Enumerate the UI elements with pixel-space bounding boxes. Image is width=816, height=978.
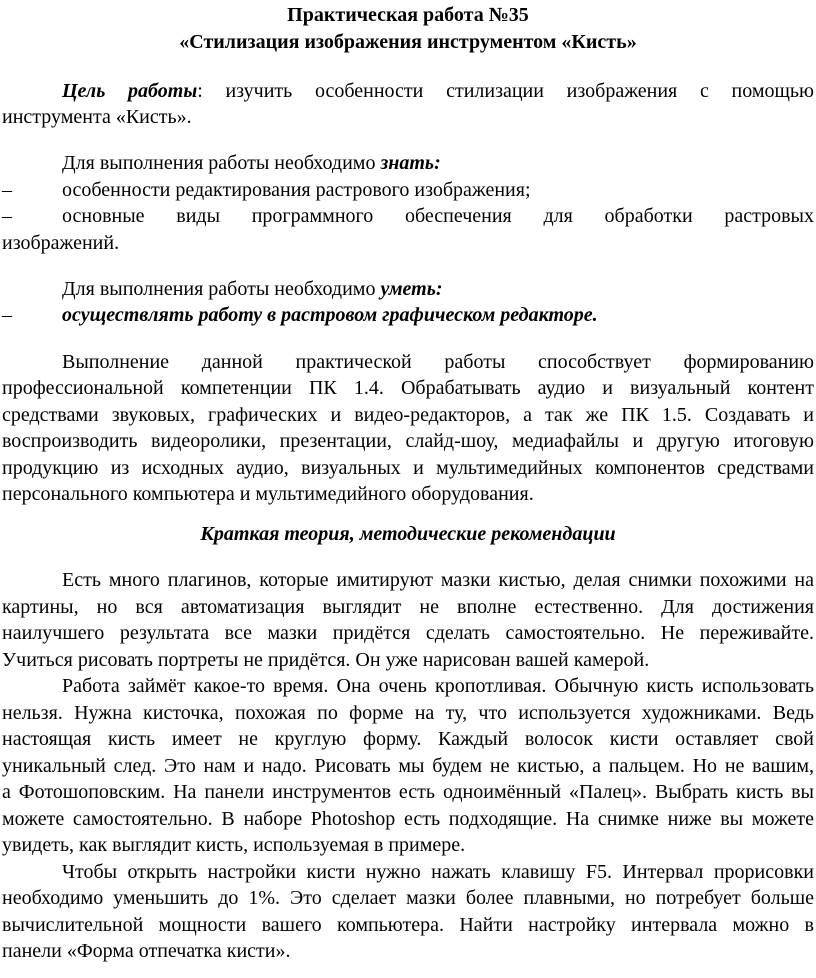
para1-line-1: Есть много плагинов, которые имитируют мазки кистью, делая снимки похожими на	[62, 569, 814, 591]
competence-line-5: продукцию из исходных аудио, визуальных и мультимедийных компонентов средствами	[2, 457, 814, 479]
goal-text-1: : изучить особенности стилизации изображения с помощью	[197, 80, 814, 102]
para2-line-5: а Фотошоповским. На панели инструментов есть одноимённый «Палец». Выбрать кисть вы	[2, 781, 814, 803]
competence-line-6: персонального компьютера и мультимедийного оборудования.	[2, 483, 534, 505]
know-item-1-text: особенности редактирования растрового изображения;	[62, 179, 531, 201]
para3-line-3: вычислительной мощности вашего компьютера. Найти настройку интервала можно в	[2, 914, 814, 936]
para2-line-7: увидеть, как выглядит кисть, используемая в примере.	[2, 834, 466, 856]
competence-line-2: профессиональной компетенции ПК 1.4. Обрабатывать аудио и визуальный контент	[2, 377, 814, 399]
know-dash-2: –	[2, 205, 12, 227]
goal-line-1	[2, 78, 814, 105]
goal-line-2: инструмента «Кисть».	[2, 106, 192, 128]
para3-line-4: панели «Форма отпечатка кисти».	[2, 940, 291, 962]
know-item-2-text: основные виды программного обеспечения для обработки растровых	[62, 205, 814, 227]
competence-line-4: воспроизводить видеоролики, презентации, слайд-шоу, медиафайлы и другую итоговую	[2, 430, 814, 452]
para1-line-3: наилучшего результата все мазки придётся сделать самостоятельно. Не переживайте.	[2, 622, 814, 644]
can-item-1-text: осуществлять работу в растровом графическом редакторе.	[62, 304, 598, 326]
can-intro-line	[2, 276, 814, 303]
title-line-2: «Стилизация изображения инструментом «Кисть»	[179, 31, 637, 53]
para2-line-1: Работа займёт какое-то время. Она очень кропотливая. Обычную кисть использовать	[62, 675, 814, 697]
para2-line-3: настоящая кисть имеет не круглую форму. Каждый волосок кисти оставляет свой	[2, 728, 814, 750]
para1-line-4: Учиться рисовать портреты не придётся. Он уже нарисован вашей камерой.	[2, 649, 650, 671]
para2-line-6: можете самостоятельно. В наборе Photoshop есть подходящие. На снимке ниже вы можете	[2, 808, 814, 830]
can-item-1	[2, 302, 814, 329]
know-item-1	[2, 177, 814, 204]
title-line-1: Практическая работа №35	[287, 4, 529, 26]
para2-line-4: уникальный след. Это нам и надо. Рисовать мы будем не кистью, а пальцем. Но не вашим,	[2, 755, 814, 777]
para3-line-1: Чтобы открыть настройки кисти нужно нажать клавишу F5. Интервал прорисовки	[62, 861, 814, 883]
can-keyword: уметь:	[380, 278, 443, 300]
know-intro-line	[2, 150, 814, 177]
can-dash-1: –	[2, 304, 12, 326]
goal-label: Цель работы	[62, 80, 198, 102]
theory-heading: Краткая теория, методические рекомендации	[200, 523, 616, 545]
para3-line-2: необходимо уменьшить до 1%. Это сделает мазки более плавными, но потребует больше	[2, 887, 814, 909]
para1-line-2: картины, но вся автоматизация выглядит не вполне естественно. Для достижения	[2, 596, 814, 618]
know-keyword: знать:	[380, 152, 441, 174]
know-intro: Для выполнения работы необходимо	[62, 152, 381, 174]
can-intro: Для выполнения работы необходимо	[62, 278, 381, 300]
know-item-2-cont: изображений.	[2, 232, 120, 254]
know-dash-1: –	[2, 179, 12, 201]
competence-line-3: средствами звуковых, графических и видео-редакторов, а так же ПК 1.5. Создавать и	[2, 404, 814, 426]
para2-line-2: нельзя. Нужна кисточка, похожая по форме на ту, что используется художниками. Ведь	[2, 702, 814, 724]
competence-line-1: Выполнение данной практической работы способствует формированию	[62, 351, 814, 373]
know-item-2	[2, 203, 814, 230]
